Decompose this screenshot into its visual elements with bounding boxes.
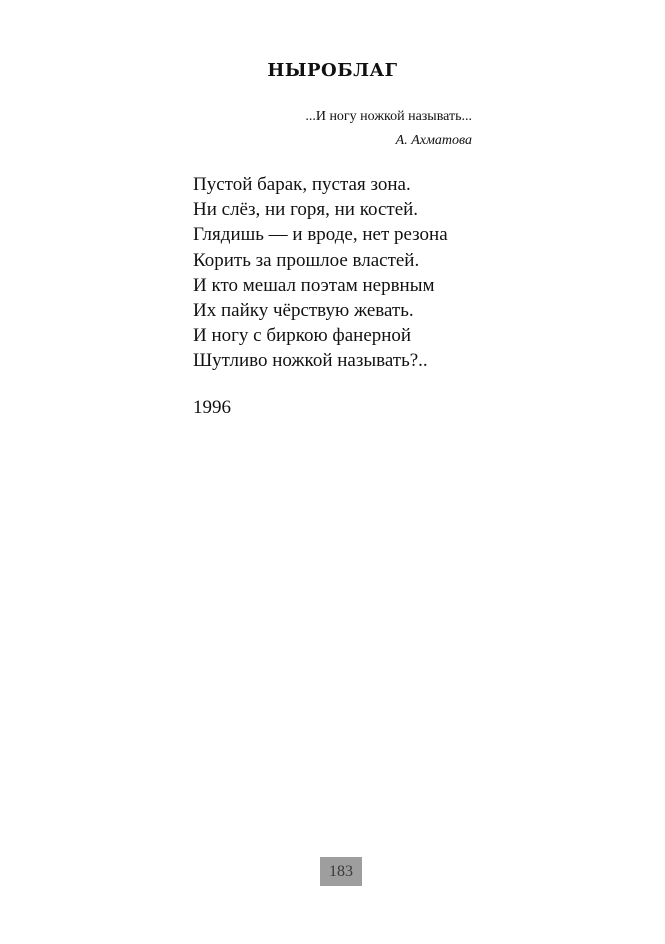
- poem-body: [193, 172, 493, 374]
- epigraph-author: А. Ахматова: [395, 133, 472, 148]
- poem-line: Глядишь — и вроде, нет резона: [193, 224, 448, 246]
- poem-title: НЫРОБЛАГ: [267, 60, 398, 81]
- poem-line: И ногу с биркою фанерной: [193, 325, 412, 347]
- epigraph-text: ...И ногу ножкой называть...: [305, 109, 472, 124]
- poem-line: Шутливо ножкой называть?..: [193, 350, 428, 372]
- poem-line: Их пайку чёрствую жевать.: [193, 300, 414, 322]
- poem-line: Пустой барак, пустая зона.: [193, 174, 411, 195]
- poem-line: И кто мешал поэтам нервным: [193, 274, 435, 296]
- poem-line: Ни слёз, ни горя, ни костей.: [193, 199, 419, 221]
- page-number: 183: [320, 857, 362, 886]
- poem-date: 1996: [193, 397, 231, 418]
- epigraph: [172, 108, 472, 150]
- poem-line: Корить за прошлое властей.: [193, 249, 420, 271]
